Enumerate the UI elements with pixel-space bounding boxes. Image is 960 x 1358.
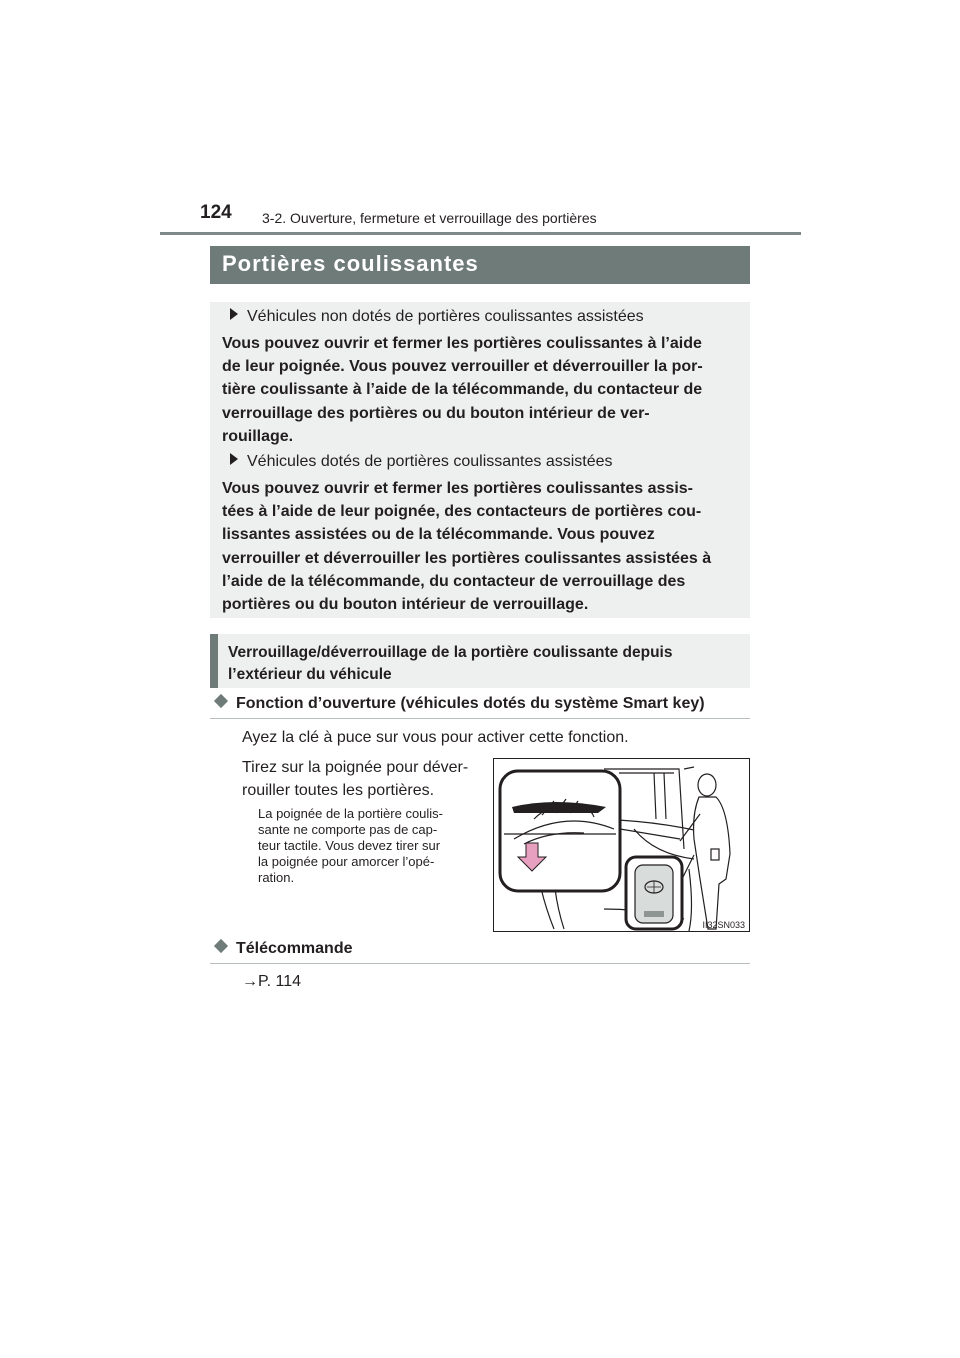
function-note: La poignée de la portière coulis- sante ne comporte pas de cap- teur tactile. Vous devez tirer sur la poignée pour amorcer l’opé- ration.	[258, 806, 444, 885]
function-heading: Fonction d’ouverture (véhicules dotés du système Smart key)	[216, 695, 705, 713]
remote-heading-rule	[210, 963, 750, 964]
function-heading-rule	[210, 718, 750, 719]
section-heading: Verrouillage/déverrouillage de la portière coulissante depuis l’extérieur du véhicule	[228, 644, 673, 683]
remote-heading: Télécommande	[216, 940, 352, 958]
intro-box	[210, 302, 750, 618]
page-reference-link[interactable]: →P. 114	[242, 973, 302, 990]
figure-code: II32SN033	[702, 920, 745, 930]
diamond-bullet-icon	[214, 939, 228, 953]
header-rule	[160, 232, 801, 235]
page-title: Portières coulissantes	[222, 251, 479, 276]
illustration-drawing	[494, 759, 750, 932]
function-text-1: Ayez la clé à puce sur vous pour activer cette fonction.	[242, 729, 629, 746]
paragraph-non-assisted: Vous pouvez ouvrir et fermer les portières coulissantes à l’aide de leur poignée. Vous pouvez verrouiller et déverrouiller la por- tière coulissante à l’aide de la télécommande, du contacteur de verrouillage des portières ou du bouton intérieur de ver- rouillage.	[222, 335, 703, 445]
section-heading-bar	[210, 634, 750, 688]
running-head: 3-2. Ouverture, fermeture et verrouillage des portières	[262, 210, 597, 226]
title-bar	[210, 246, 750, 284]
door-handle-illustration	[493, 758, 750, 932]
subheading-assisted: Véhicules dotés de portières coulissantes assistées	[230, 453, 613, 471]
paragraph-assisted: Vous pouvez ouvrir et fermer les portières coulissantes assis- tées à l’aide de leur poignée, des contacteurs de portières cou- lissantes assistées ou de la télécommande. Vous pouvez verrouiller et déverrouiller les portières coulissantes assistées à l’aide de la télécommande, du contacteur de verrouillage des portières ou du bouton intérieur de verrouillage.	[222, 480, 712, 614]
diamond-bullet-icon	[214, 694, 228, 708]
triangle-bullet-icon	[230, 453, 238, 465]
triangle-bullet-icon	[230, 308, 238, 320]
subheading-non-assisted: Véhicules non dotés de portières coulissantes assistées	[230, 308, 644, 326]
function-text-2: Tirez sur la poignée pour déver- rouiller toutes les portières.	[242, 759, 469, 799]
page-number: 124	[200, 202, 232, 223]
